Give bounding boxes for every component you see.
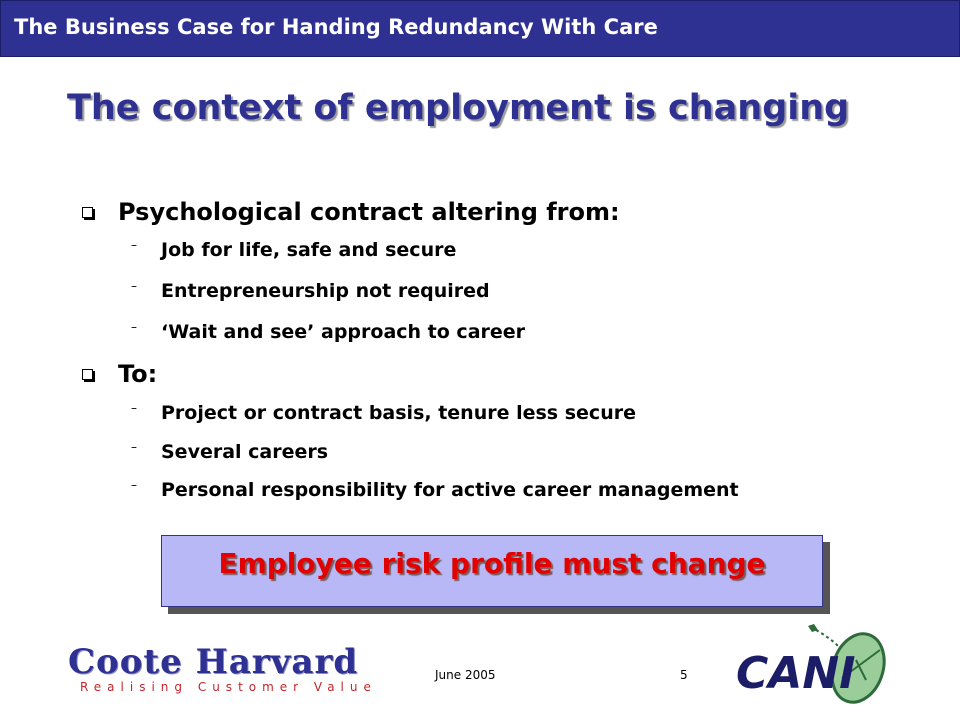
dash-bullet-icon: –	[131, 440, 137, 454]
footer-date: June 2005	[435, 668, 496, 682]
logo-tagline: Realising Customer Value	[80, 680, 377, 694]
cani-logo	[730, 618, 895, 710]
coote-harvard-logo	[68, 642, 377, 698]
signal-path-icon	[816, 630, 838, 646]
logo-name: Coote Harvard	[68, 642, 359, 682]
callout-box	[161, 535, 823, 607]
page-number: 5	[680, 668, 688, 682]
square-bullet-icon	[82, 207, 93, 218]
sub-bullet-text: ‘Wait and see’ approach to career	[161, 321, 526, 343]
callout-text: Employee risk profile must change	[218, 547, 766, 580]
dash-bullet-icon: –	[131, 401, 137, 415]
sub-bullet-text: Project or contract basis, tenure less secure	[161, 402, 636, 424]
dash-bullet-icon: –	[131, 238, 137, 252]
bullet-heading-text: To:	[118, 360, 158, 388]
slide-title: The context of employment is changing	[67, 88, 850, 128]
cani-logo-graphic	[730, 618, 895, 710]
bullet-heading-text: Psychological contract altering from:	[118, 198, 620, 226]
dash-bullet-icon: –	[131, 320, 137, 334]
sub-bullet-text: Personal responsibility for active career management	[161, 479, 739, 501]
presentation-title: The Business Case for Handing Redundancy With Care	[14, 15, 658, 39]
sub-bullet-text: Entrepreneurship not required	[161, 280, 490, 302]
dash-bullet-icon: –	[131, 478, 137, 492]
dash-bullet-icon: –	[131, 279, 137, 293]
sub-bullet-text: Several careers	[161, 441, 329, 463]
square-bullet-icon	[82, 369, 93, 380]
logo-wordmark: CANI	[736, 648, 856, 699]
sub-bullet-text: Job for life, safe and secure	[161, 239, 457, 261]
